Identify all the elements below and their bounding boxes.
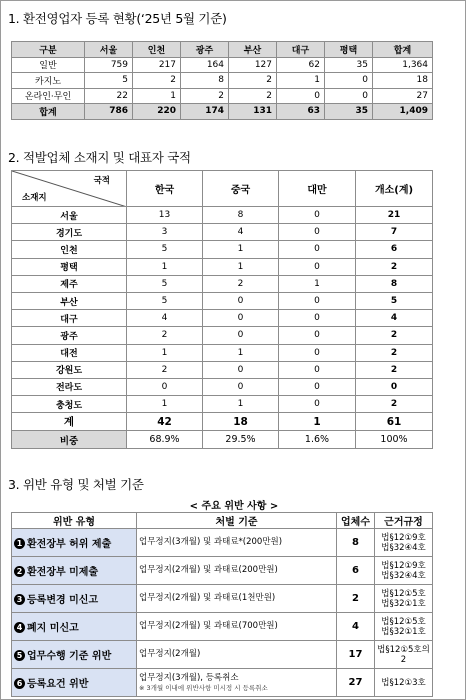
- row-label: 제주: [12, 275, 127, 292]
- section2-title: 2. 적발업체 소재지 및 대표자 국적: [8, 150, 191, 165]
- table-row: [12, 529, 433, 557]
- legal-basis-cell: [375, 669, 433, 697]
- table-cell: 2: [127, 327, 203, 344]
- table-cell: 220: [133, 104, 181, 120]
- table-cell: 759: [85, 57, 133, 73]
- table-cell: 7: [356, 224, 433, 241]
- table-cell: 0: [279, 292, 356, 309]
- table-cell: 2: [229, 73, 277, 89]
- corner-label-nationality: 국적: [93, 176, 110, 186]
- penalty-cell: [137, 641, 337, 669]
- table-cell: 21: [356, 207, 433, 224]
- table-cell: 35: [325, 57, 373, 73]
- company-count-cell: 17: [337, 641, 375, 669]
- violation-type-label: 환전장부 허위 제출: [27, 539, 112, 550]
- header-cell: 합계: [373, 42, 433, 58]
- table-cell: 1,364: [373, 57, 433, 73]
- table-cell: 8: [181, 73, 229, 89]
- table-row: [12, 88, 433, 104]
- table-row: [12, 641, 433, 669]
- number-badge-icon: 6: [14, 678, 25, 689]
- header-cell: 업체수: [337, 513, 375, 529]
- table-cell: 62: [277, 57, 325, 73]
- violation-type-table: [11, 512, 433, 697]
- legal-basis-cell: [375, 585, 433, 613]
- number-badge-icon: 1: [14, 538, 25, 549]
- violation-type-cell: [12, 585, 137, 613]
- penalty-text: 업무정지(2개월): [139, 649, 201, 659]
- header-cell: 평택: [325, 42, 373, 58]
- violation-type-label: 등록변경 미신고: [27, 595, 99, 606]
- table-cell: 0: [279, 361, 356, 378]
- table-row: [12, 585, 433, 613]
- table-cell: 0: [325, 73, 373, 89]
- row-label: 강원도: [12, 361, 127, 378]
- table-cell: 8: [356, 275, 433, 292]
- legal-basis-cell: [375, 613, 433, 641]
- table-cell: 1: [127, 344, 203, 361]
- table-cell: 2: [356, 258, 433, 275]
- table-cell: 1: [203, 241, 279, 258]
- violation-type-cell: [12, 669, 137, 697]
- ratio-row: [12, 431, 433, 449]
- table-row: [12, 344, 433, 361]
- table-row: [12, 613, 433, 641]
- number-badge-icon: 3: [14, 594, 25, 605]
- number-badge-icon: 4: [14, 622, 25, 633]
- violation-location-table: [11, 170, 433, 449]
- table-cell: 63: [277, 104, 325, 120]
- company-count-cell: 2: [337, 585, 375, 613]
- table-cell: 42: [127, 413, 203, 431]
- table-cell: 0: [279, 224, 356, 241]
- legal-basis-cell: [375, 641, 433, 669]
- table-cell: 5: [127, 241, 203, 258]
- violation-type-cell: [12, 613, 137, 641]
- table-cell: 1: [203, 344, 279, 361]
- row-label: 평택: [12, 258, 127, 275]
- table-cell: 0: [356, 378, 433, 395]
- company-count-cell: 6: [337, 557, 375, 585]
- row-label: 계: [12, 413, 127, 431]
- table-cell: 0: [279, 241, 356, 258]
- table-cell: 1: [133, 88, 181, 104]
- table-cell: 5: [85, 73, 133, 89]
- table-row: [12, 241, 433, 258]
- header-cell: 대구: [277, 42, 325, 58]
- header-cell: 근거규정: [375, 513, 433, 529]
- row-label: 서울: [12, 207, 127, 224]
- table-header-row: [12, 513, 433, 529]
- row-label: 광주: [12, 327, 127, 344]
- legal-basis-line: 법§12①3호: [381, 677, 426, 688]
- table-row: [12, 557, 433, 585]
- section3-title: 3. 위반 유형 및 처벌 기준: [8, 477, 144, 492]
- table-cell: 2: [203, 275, 279, 292]
- violation-type-label: 업무수행 기준 위반: [27, 651, 112, 662]
- table-cell: 5: [127, 275, 203, 292]
- table-row: [12, 310, 433, 327]
- row-label: 경기도: [12, 224, 127, 241]
- table-cell: 18: [203, 413, 279, 431]
- row-label: 비중: [12, 431, 127, 449]
- table-cell: 2: [229, 88, 277, 104]
- row-label: 부산: [12, 292, 127, 309]
- table-cell: 0: [203, 292, 279, 309]
- legal-basis-line: 법§32①1호: [381, 598, 426, 609]
- legal-basis-line: 법§32④4호: [381, 542, 426, 553]
- table-cell: 5: [127, 292, 203, 309]
- penalty-cell: [137, 557, 337, 585]
- table-cell: 217: [133, 57, 181, 73]
- table-cell: 27: [373, 88, 433, 104]
- penalty-text: 업무정지(3개월) 및 과태료*(200만원): [139, 537, 283, 547]
- total-row: [12, 413, 433, 431]
- table-cell: 127: [229, 57, 277, 73]
- table-cell: 0: [277, 88, 325, 104]
- table-cell: 2: [356, 344, 433, 361]
- row-label: 온라인·무인: [12, 88, 85, 104]
- violation-type-cell: [12, 529, 137, 557]
- row-label: 대구: [12, 310, 127, 327]
- table-cell: 22: [85, 88, 133, 104]
- table-cell: 4: [203, 224, 279, 241]
- table-cell: 2: [127, 361, 203, 378]
- company-count-cell: 4: [337, 613, 375, 641]
- table-cell: 18: [373, 73, 433, 89]
- table-cell: 1: [127, 258, 203, 275]
- table-cell: 29.5%: [203, 431, 279, 449]
- table-cell: 1: [277, 73, 325, 89]
- table-cell: 1.6%: [279, 431, 356, 449]
- table-cell: 1: [279, 413, 356, 431]
- row-label: 일반: [12, 57, 85, 73]
- header-cell: 한국: [127, 171, 203, 207]
- table-row: [12, 361, 433, 378]
- penalty-cell: [137, 669, 337, 697]
- table-row: [12, 73, 433, 89]
- table-cell: 164: [181, 57, 229, 73]
- header-cell: 처벌 기준: [137, 513, 337, 529]
- table-cell: 1,409: [373, 104, 433, 120]
- table-cell: 2: [181, 88, 229, 104]
- table-cell: 0: [279, 344, 356, 361]
- row-label: 충청도: [12, 396, 127, 413]
- table-cell: 0: [279, 378, 356, 395]
- penalty-cell: [137, 529, 337, 557]
- table-row: [12, 378, 433, 395]
- legal-basis-line: 법§12①5호의: [377, 644, 430, 655]
- penalty-text: 업무정지(2개월) 및 과태료(200만원): [139, 565, 278, 575]
- table-cell: 0: [203, 361, 279, 378]
- violation-type-label: 환전장부 미제출: [27, 567, 99, 578]
- diagonal-header-cell: [12, 171, 127, 207]
- table-cell: 0: [279, 258, 356, 275]
- table-cell: 4: [127, 310, 203, 327]
- header-cell: 개소(계): [356, 171, 433, 207]
- penalty-cell: [137, 585, 337, 613]
- table-cell: 61: [356, 413, 433, 431]
- table-cell: 2: [133, 73, 181, 89]
- table-cell: 0: [279, 207, 356, 224]
- violation-type-label: 폐지 미신고: [27, 623, 79, 634]
- table-cell: 0: [279, 310, 356, 327]
- table-cell: 13: [127, 207, 203, 224]
- table-cell: 5: [356, 292, 433, 309]
- section3-subtitle: < 주요 위반 사항 >: [189, 501, 279, 512]
- legal-basis-line: 법§32④4호: [381, 570, 426, 581]
- number-badge-icon: 5: [14, 650, 25, 661]
- table-cell: 786: [85, 104, 133, 120]
- table-cell: 1: [279, 275, 356, 292]
- table-cell: 2: [356, 327, 433, 344]
- table-header-row: [12, 171, 433, 207]
- table-row: [12, 207, 433, 224]
- table-cell: 0: [203, 378, 279, 395]
- header-cell: 서울: [85, 42, 133, 58]
- table-cell: 3: [127, 224, 203, 241]
- row-label: 대전: [12, 344, 127, 361]
- table-cell: 0: [203, 310, 279, 327]
- header-cell: 구분: [12, 42, 85, 58]
- penalty-text: 업무정지(2개월) 및 과태료(700만원): [139, 621, 278, 631]
- table-cell: 8: [203, 207, 279, 224]
- table-cell: 0: [127, 378, 203, 395]
- legal-basis-line: 2: [400, 654, 407, 665]
- penalty-note: ※ 3개월 이내에 위반사항 미시정 시 등록취소: [139, 683, 268, 692]
- table-row: [12, 258, 433, 275]
- table-cell: 131: [229, 104, 277, 120]
- table-cell: 68.9%: [127, 431, 203, 449]
- legal-basis-cell: [375, 529, 433, 557]
- legal-basis-line: 법§12①5호: [381, 588, 426, 599]
- table-cell: 1: [203, 258, 279, 275]
- table-cell: 0: [279, 327, 356, 344]
- table-row: [12, 669, 433, 697]
- table-cell: 1: [127, 396, 203, 413]
- legal-basis-line: 법§12①9호: [381, 532, 426, 543]
- table-cell: 4: [356, 310, 433, 327]
- violation-type-cell: [12, 641, 137, 669]
- legal-basis-line: 법§32①1호: [381, 626, 426, 637]
- legal-basis-cell: [375, 557, 433, 585]
- total-row: [12, 104, 433, 120]
- table-cell: 0: [325, 88, 373, 104]
- table-cell: 1: [203, 396, 279, 413]
- table-row: [12, 327, 433, 344]
- header-cell: 인천: [133, 42, 181, 58]
- corner-label-location: 소재지: [22, 193, 47, 203]
- row-label: 인천: [12, 241, 127, 258]
- table-row: [12, 57, 433, 73]
- table-row: [12, 396, 433, 413]
- table-row: [12, 292, 433, 309]
- header-cell: 중국: [203, 171, 279, 207]
- row-label: 카지노: [12, 73, 85, 89]
- registration-table: [11, 41, 433, 120]
- table-header-row: [12, 42, 433, 58]
- row-label: 전라도: [12, 378, 127, 395]
- table-row: [12, 275, 433, 292]
- row-label: 합계: [12, 104, 85, 120]
- table-cell: 35: [325, 104, 373, 120]
- table-cell: 0: [203, 327, 279, 344]
- table-cell: 0: [279, 396, 356, 413]
- header-cell: 부산: [229, 42, 277, 58]
- violation-type-label: 등록요건 위반: [27, 679, 89, 690]
- header-cell: 위반 유형: [12, 513, 137, 529]
- penalty-text: 업무정지(2개월) 및 과태료(1천만원): [139, 593, 276, 603]
- header-cell: 광주: [181, 42, 229, 58]
- table-cell: 2: [356, 396, 433, 413]
- violation-type-cell: [12, 557, 137, 585]
- number-badge-icon: 2: [14, 566, 25, 577]
- table-cell: 6: [356, 241, 433, 258]
- table-cell: 174: [181, 104, 229, 120]
- legal-basis-line: 법§12①9호: [381, 560, 426, 571]
- section1-title: 1. 환전영업자 등록 현황(‘25년 5월 기준): [8, 11, 227, 26]
- header-cell: 대만: [279, 171, 356, 207]
- table-cell: 100%: [356, 431, 433, 449]
- table-row: [12, 224, 433, 241]
- legal-basis-line: 법§12①5호: [381, 616, 426, 627]
- company-count-cell: 8: [337, 529, 375, 557]
- penalty-text: 업무정지(3개월), 등록취소: [139, 672, 239, 683]
- company-count-cell: 27: [337, 669, 375, 697]
- table-cell: 2: [356, 361, 433, 378]
- penalty-cell: [137, 613, 337, 641]
